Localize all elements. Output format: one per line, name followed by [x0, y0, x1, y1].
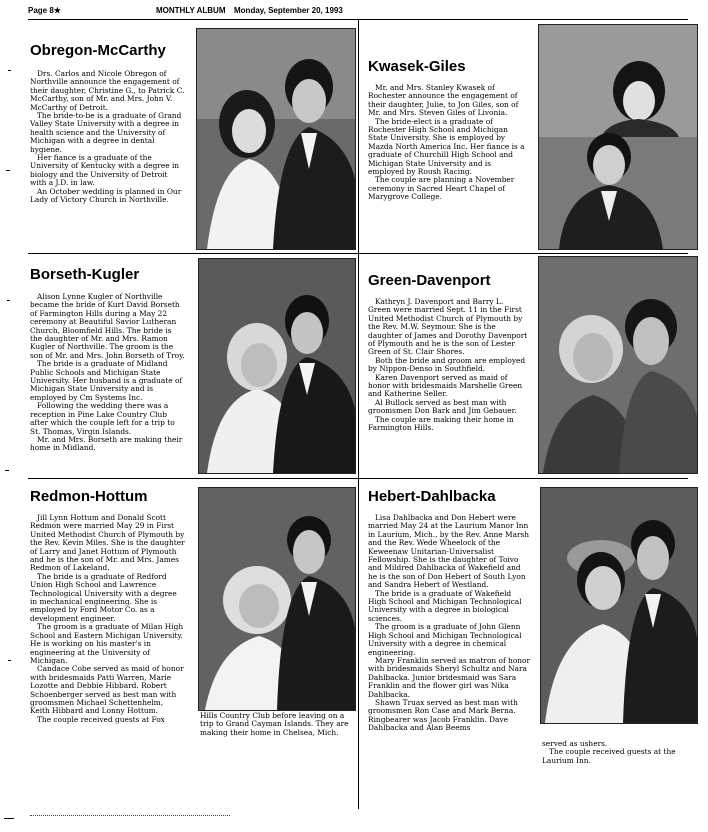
scan-speck: [4, 818, 14, 819]
paragraph: The bride is a graduate of Redford Union High School and Lawrence Technological University with a degree in mechanical engineering. She is employed by Ford Motor Co. as a development engineer.: [30, 571, 177, 623]
paragraph: Mary Franklin served as matron of honor with bridesmaids Sheryl Schultz and Nara Dahlbacka. Junior bridesmaid was Sara Franklin and the flower girl was Nika Dahlbacka.: [368, 655, 531, 699]
announcement-body-redmon: [30, 514, 185, 724]
paragraph: The bride-elect is a graduate of Rochester High School and Michigan State University. She is employed by Mazda North America Inc. Her fiance is a graduate of Churchill High School and Michigan State University and is employed by Roush Racing.: [368, 116, 525, 177]
couple-photo: [540, 487, 698, 724]
announcement-body-obregon: [30, 70, 185, 205]
couple-photo: [196, 28, 356, 250]
paragraph: served as ushers.: [542, 739, 608, 748]
paragraph: The bride is a graduate of Midland Public Schools and Michigan State University. Her husband is a graduate of Michigan State University and is employed by Cm Systems Inc.: [30, 359, 183, 402]
paragraph: The bride-to-be is a graduate of Grand Valley State University with a degree in health science and the University of Michigan with a degree in dental hygiene.: [30, 111, 182, 154]
announcement-body-kwasek: [368, 84, 528, 202]
announcement-title-hebert: Hebert-Dahlbacka: [368, 488, 496, 505]
paragraph: The bride is a graduate of Wakefield High School and Michigan Technological University with a degree in biological sciences.: [368, 588, 522, 623]
paragraph: Jill Lynn Hottum and Donald Scott Redmon were married May 29 in First United Methodist Church of Plymouth by the Rev. Kevin Miles. She is the daughter of Larry and Janet Hottum of Plymouth and he is the son of Mr. and Mrs. James Redmon of Lakeland.: [30, 513, 185, 573]
paragraph: Shawn Truax served as best man with groomsmen Ron Case and Mark Berna. Ringbearer was Jacob Franklin. Dave Dahlbacka and Alan Beems: [368, 697, 518, 733]
publication-date: Monday, September 20, 1993: [234, 6, 343, 15]
couple-photo: [198, 258, 356, 474]
paragraph: The couple received guests at Fox: [37, 714, 165, 724]
section-rule-1: [28, 253, 688, 254]
paragraph: Mr. and Mrs. Stanley Kwasek of Rochester announce the engagement of their daughter, Julie, to Jon Giles, son of Mr. and Mrs. Steven Giles of Livonia.: [368, 83, 519, 118]
announcement-body-green: [368, 298, 528, 433]
paragraph: Lisa Dahlbacka and Don Hebert were married May 24 at the Laurium Manor Inn in Laurium, Mich., by the Rev. Anne Marsh and the Rev. Wede Wheelock of the Keweenaw Unitarian-Universalist Fellowship. She is the daughter of Toivo and Mildred Dahlbacka of Wakefield and he is the son of Don Hebert of South Lyon and Sandra Hebert of Westland.: [368, 513, 530, 590]
paragraph: The groom is a graduate of John Glenn High School and Michigan Technological University with a degree in chemical engineering.: [368, 622, 522, 657]
scan-speck: [5, 470, 9, 471]
announcement-continuation-hebert: [542, 740, 697, 765]
paragraph: The groom is a graduate of Milan High School and Eastern Michigan University. He is working on his master's in engineering at the University of Michigan.: [30, 622, 184, 665]
section-rule-2: [28, 478, 688, 479]
announcement-body-borseth: [30, 293, 185, 453]
announcement-title-green: Green-Davenport: [368, 272, 491, 289]
paragraph: Kathryn J. Davenport and Barry L. Green were married Sept. 11 in the First United Methodist Church of Plymouth by the Rev. M.W. Seymour. She is the daughter of James and Dorothy Davenport of Plymouth and he is the son of Lester Green of St. Clair Shores.: [368, 297, 528, 357]
couple-photo: [538, 256, 698, 474]
scan-speck: [30, 815, 230, 816]
paragraph: Mr. and Mrs. Borseth are making their home in Midland.: [30, 434, 183, 453]
announcement-title-obregon: Obregon-McCarthy: [30, 42, 166, 59]
scan-speck: [7, 300, 10, 301]
paragraph: Both the bride and groom are employed by Nippon-Denso in Southfield.: [368, 355, 526, 374]
paragraph: The couple are planning a November ceremony in Sacred Heart Chapel of Marygrove College.: [368, 175, 515, 202]
announcement-title-borseth: Borseth-Kugler: [30, 266, 140, 283]
scan-speck: [8, 70, 11, 71]
paragraph: Al Bullock served as best man with groomsmen Don Bark and Jim Gebauer.: [368, 397, 517, 416]
announcement-continuation-redmon: [200, 712, 355, 737]
scan-speck: [8, 660, 11, 661]
announcement-body-hebert: [368, 514, 530, 733]
paragraph: Following the wedding there was a reception in Pine Lake Country Club after which the couple left for a trip to St. Thomas, Virgin Islands.: [30, 401, 175, 436]
scan-speck: [6, 170, 10, 171]
paragraph: Drs. Carlos and Nicole Obregon of Northville announce the engagement of their daughter, Christine G., to Patrick C. McCarthy, son of Mr. and Mrs. John V. McCarthy of Detroit.: [30, 69, 185, 112]
paragraph: Her fiance is a graduate of the University of Kentucky with a degree in biology and the University of Detroit with a J.D. in law.: [30, 153, 180, 188]
paragraph: The couple received guests at the Laurium Inn.: [542, 747, 676, 765]
couple-photo: [538, 24, 698, 250]
column-divider: [358, 19, 359, 809]
announcement-title-kwasek: Kwasek-Giles: [368, 58, 466, 75]
couple-photo: [198, 487, 356, 711]
paragraph: Candace Cobe served as maid of honor with bridesmaids Patti Warren, Marie Lozotte and Debbie Hibbard. Robert Schoenberger served as best man with groomsmen Michael Schettenhelm, Keith Hibbard and Lonny Hottum.: [30, 664, 184, 716]
paragraph: The couple are making their home in Farmington Hills.: [368, 414, 514, 433]
paragraph: Alison Lynne Kugler of Northville became the bride of Kurt David Borseth of Farmington Hills during a May 22 ceremony at Beautiful Savior Lutheran Church, Bloomfield Hills. The bride is the daughter of Mr. and Mrs. Ramon Kugler of Northville. The groom is the son of Mr. and Mrs. John Borseth of Troy.: [30, 292, 185, 360]
page-header: [28, 6, 688, 18]
page-number: Page 8★: [28, 6, 61, 15]
paragraph: An October wedding is planned in Our Lady of Victory Church in Northville.: [30, 186, 182, 205]
paragraph: Karen Davenport served as maid of honor with bridesmaids Marshelle Green and Katherine Seller.: [368, 372, 523, 399]
paragraph: Hills Country Club before leaving on a trip to Grand Cayman Islands. They are making their home in Chelsea, Mich.: [200, 711, 349, 737]
section-name: MONTHLY ALBUM: [156, 6, 226, 15]
announcement-title-redmon: Redmon-Hottum: [30, 488, 148, 505]
